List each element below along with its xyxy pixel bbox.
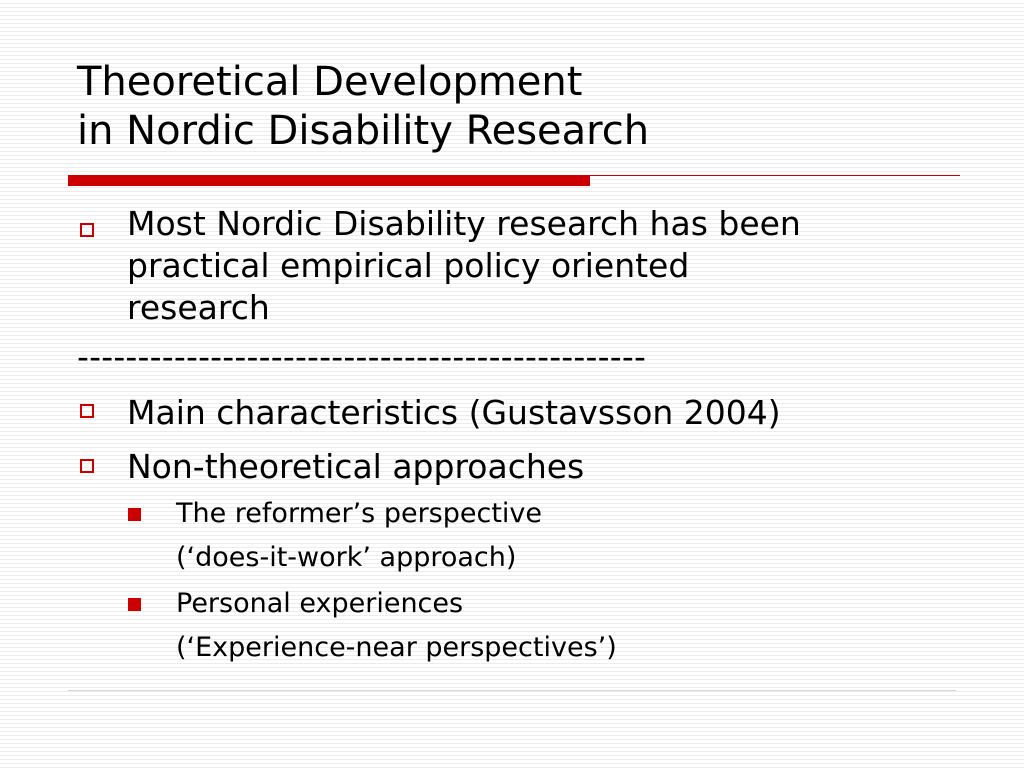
- hollow-square-bullet-icon: [80, 459, 94, 473]
- bullet-non-theoretical: Non-theoretical approaches: [127, 447, 585, 486]
- bullet-main-characteristics: Main characteristics (Gustavsson 2004): [127, 393, 781, 432]
- sub-bullet-line: (‘does-it-work’ approach): [176, 542, 517, 573]
- hollow-square-bullet-icon: [80, 223, 94, 237]
- filled-square-bullet-icon: [128, 508, 141, 521]
- filled-square-bullet-icon: [128, 598, 141, 611]
- bullet-line: research: [127, 288, 270, 327]
- slide-title-line-2: in Nordic Disability Research: [77, 108, 650, 154]
- slide-title-line-1: Theoretical Development: [77, 59, 583, 105]
- sub-bullet-line: (‘Experience-near perspectives’): [176, 632, 617, 663]
- sub-bullet-personal-experiences: [176, 582, 617, 670]
- sub-bullet-line: Personal experiences: [176, 588, 464, 619]
- dashed-separator: -----------------------------------------------: [77, 337, 647, 376]
- sub-bullet-line: The reformer’s perspective: [176, 498, 543, 529]
- sub-bullet-reformer: [176, 492, 542, 580]
- bullet-line: Most Nordic Disability research has been: [127, 204, 801, 243]
- bullet-line: practical empirical policy oriented: [127, 246, 690, 285]
- footer-rule: [68, 690, 956, 691]
- hollow-square-bullet-icon: [80, 404, 94, 418]
- bullet-nordic-research: [127, 203, 801, 329]
